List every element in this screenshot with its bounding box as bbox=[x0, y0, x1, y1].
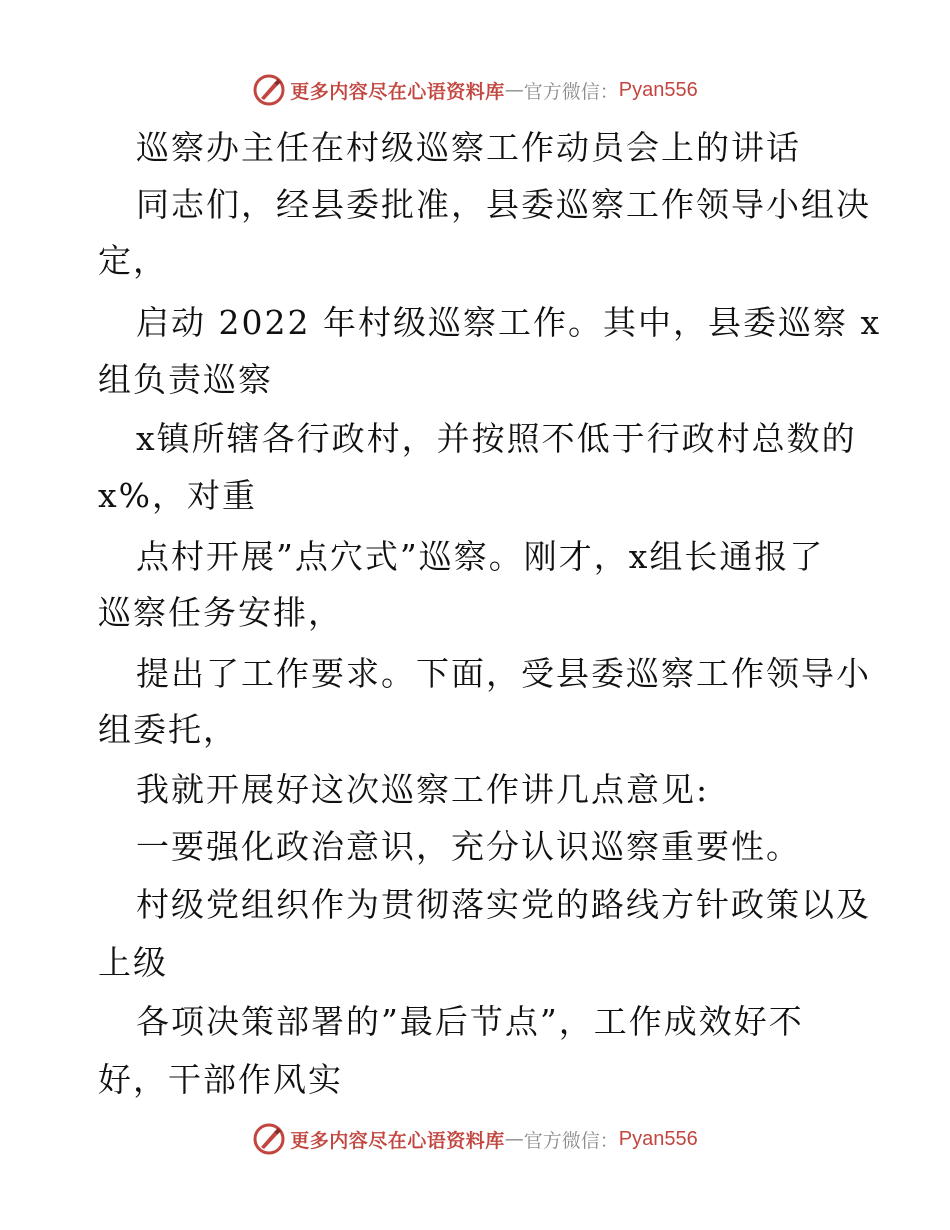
paragraph-line: 我就开展好这次巡察工作讲几点意见: bbox=[136, 770, 710, 809]
watermark-wechat-label: 官方微信： bbox=[523, 1129, 619, 1152]
paragraph-line: 上级 bbox=[98, 943, 168, 982]
paragraph-line: 各项决策部署的”最后节点”，工作成效好不 bbox=[136, 1002, 804, 1041]
paragraph-line: 同志们，经县委批准，县委巡察工作领导小组决 bbox=[136, 185, 871, 224]
paragraph-line: 一要强化政治意识，充分认识巡察重要性。 bbox=[136, 827, 801, 866]
paragraph-line: x镇所辖各行政村，并按照不低于行政村总数的 bbox=[136, 419, 857, 458]
watermark-wechat-label: 官方微信： bbox=[523, 80, 619, 103]
paragraph-line: 组负责巡察 bbox=[98, 360, 273, 399]
pen-logo-icon bbox=[252, 1122, 286, 1156]
watermark-wechat-id: Pyan556 bbox=[618, 78, 698, 101]
header-watermark bbox=[0, 70, 950, 110]
watermark-text: 更多内容尽在心语资料库 bbox=[290, 80, 505, 103]
paragraph-line: 启动 2022 年村级巡察工作。其中，县委巡察 x bbox=[136, 303, 882, 342]
pen-logo-icon bbox=[252, 73, 286, 107]
document-title: 巡察办主任在村级巡察工作动员会上的讲话 bbox=[136, 128, 801, 167]
watermark-text: 更多内容尽在心语资料库 bbox=[290, 1129, 505, 1152]
watermark-wechat-id: Pyan556 bbox=[618, 1127, 698, 1150]
paragraph-line: 巡察任务安排， bbox=[98, 593, 343, 632]
paragraph-line: 好，干部作风实 bbox=[98, 1060, 343, 1099]
paragraph-line: 定， bbox=[98, 241, 168, 280]
paragraph-line: x%，对重 bbox=[98, 476, 257, 515]
paragraph-line: 组委托， bbox=[98, 710, 238, 749]
watermark-dash: — bbox=[504, 79, 524, 101]
footer-watermark bbox=[0, 1119, 950, 1159]
watermark-dash: — bbox=[504, 1128, 524, 1150]
paragraph-line: 点村开展”点穴式”巡察。刚才，x组长通报了 bbox=[136, 537, 825, 576]
paragraph-line: 村级党组织作为贯彻落实党的路线方针政策以及 bbox=[136, 885, 871, 924]
paragraph-line: 提出了工作要求。下面，受县委巡察工作领导小 bbox=[136, 654, 871, 693]
